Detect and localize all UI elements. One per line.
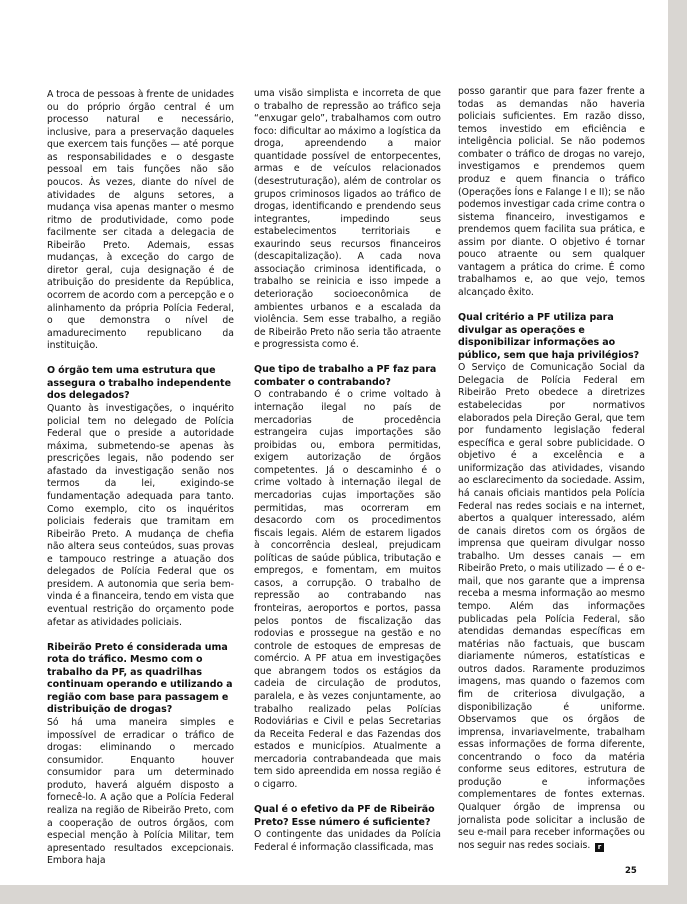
paragraph: Quanto às investigações, o inquérito policial tem no delegado de Polícia Federal que o preside a autoridade máxima, submetendo-se apenas às prescrições legais, não podendo ser afastado da investigação senão nos termos da lei, exigindo-se fundamentação adequada para tanto. Como exemplo, cito os inquéritos policiais federais que tramitam em Ribeirão Preto. A mudança de chefia não altera seus conteúdos, suas provas e tampouco restringe a atuação dos delegados de Polícia Federal que os presidem. A autonomia que seria bem-vinda é a financeira, tendo em vista que eventual restrição do orçamento pode afetar as atividades policiais. <box>47 403 234 628</box>
interview-question: O órgão tem uma estrutura que assegura o trabalho independente dos delegados? <box>47 365 232 402</box>
paragraph: Só há uma maneira simples e impossível de erradicar o tráfico de drogas: eliminando o mercado consumidor. Enquanto houver consumidor para um determinado produto, haverá alguém disposto a fornecê-lo. A ação que a Polícia Federal realiza na região de Ribeirão Preto, com a cooperação de outros órgãos, com especial menção à Polícia Militar, tem apresentado resultados excepcionais. Embora haja <box>47 717 234 867</box>
paragraph: O contrabando é o crime voltado à internação ilegal no país de mercadorias de procedência estrangeira cujas importações são proibidas ou, embora permitidas, exigem autorização de órgãos competentes. Já o descaminho é o crime voltado à internação ilegal de mercadorias cujas importações são permitidas, mas ocorreram em desacordo com os procedimentos fiscais legais. Além de estarem ligados à concorrência desleal, prejudicam políticas de saúde pública, tributação e empregos, e fomentam, em muitos casos, a corrupção. O trabalho de repressão ao contrabando nas fronteiras, aeroportos e portos, passa pelos pontos de fiscalização das rodovias e prossegue na gestão e no controle de estoques de empresas de comércio. A PF atua em investigações que abrangem todos os estágios da cadeia de circulação de produtos, paralela, e às vezes conjuntamente, ao trabalho realizado pelas Polícias Rodoviárias e Civil e pelas Secretarias da Receita Federal e das Fazendas dos estados e municípios. Atualmente a mercadoria contrabandeada que mais tem sido apreendida em nossa região é o cigarro. <box>254 389 441 790</box>
interview-question: Qual critério a PF utiliza para divulgar as operações e disponibilizar informações ao público, sem que haja privilégios? <box>458 312 640 361</box>
paragraph: A troca de pessoas à frente de unidades ou do próprio órgão central é um processo natural e necessário, inclusive, para a preservação daqueles que exercem tais funções — até porque as responsabilidades e o desgaste pessoal em tais funções não são poucos. Às vezes, diante do nível de atividades de alguns setores, a mudança visa apenas manter o mesmo ritmo de produtividade, como pode facilmente ser citada a delegacia de Ribeirão Preto. Ademais, essas mudanças, à exceção do cargo de diretor geral, cuja designação é de atribuição do presidente da República, ocorrem de acordo com a percepção e o alinhamento da própria Polícia Federal, o que demonstra o nível de amadurecimento republicano da instituição. <box>47 89 234 352</box>
interview-question: Ribeirão Preto é considerada uma rota do tráfico. Mesmo com o trabalho da PF, as quadrilhas continuam operando e utilizando a região com base para passagem e distribuição de drogas? <box>47 641 233 716</box>
paragraph-final <box>458 362 645 852</box>
paragraph: O contingente das unidades da Polícia Federal é informação classificada, mas <box>254 829 441 853</box>
end-of-article-icon: r <box>595 843 604 852</box>
paragraph-text: O Serviço de Comunicação Social da Delegacia de Polícia Federal em Ribeirão Preto obedece a diretrizes estabelecidas por normativos elaborados pela Direção Geral, que tem por fundamento legislação federal específica e geral sobre publicidade. O objetivo é a excelência e a uniformização das atividades, visando ao esclarecimento da sociedade. Assim, há canais oficiais mantidos pela Polícia Federal nas redes sociais e na internet, abertos a qualquer interessado, além de canais diretos com os órgãos de imprensa que queiram divulgar nosso trabalho. Um desses canais — em Ribeirão Preto, o mais utilizado — é o e-mail, que nos garante que a imprensa receba a mesma informação ao mesmo tempo. Além das informações publicadas pela Polícia Federal, são atendidas demandas específicas em matérias não factuais, que buscam diariamente números, estatísticas e outros dados. Raramente produzimos imagens, mas quando o fazemos com fim de criteriosa divulgação, a disponibilização é uniforme. Observamos que os órgãos de imprensa, invariavelmente, trabalham essas informações de forma diferente, concentrando o foco da matéria conforme seus editores, estrutura de produção e informações complementares de fontes externas. Qualquer órgão de imprensa ou jornalista pode solicitar a inclusão de seu e-mail para receber informações ou nos seguir nas redes sociais. <box>458 362 645 851</box>
paragraph: posso garantir que para fazer frente a todas as demandas não haveria policiais suficientes. Em razão disso, temos investido em eficiência e inteligência policial. Se não podemos combater o tráfico de drogas no varejo, investigamos e prendemos quem produz e quem financia o tráfico (Operações Íons e Falange I e II); se não podemos investigar cada crime contra o sistema financeiro, investigamos e prendemos quem facilita sua prática, e assim por diante. O objetivo é tornar pouco atraente ou sem qualquer vantagem a prática do crime. É como trabalhamos e, ao que vejo, temos alcançado êxito. <box>458 86 645 298</box>
text-column-3 <box>458 86 645 852</box>
page-number: 25 <box>625 866 637 876</box>
interview-question: Qual é o efetivo da PF de Ribeirão Preto? Esse número é suficiente? <box>254 803 435 828</box>
interview-question: Que tipo de trabalho a PF faz para combater o contrabando? <box>254 364 437 388</box>
text-column-1 <box>47 89 234 868</box>
text-column-2 <box>254 88 441 854</box>
paragraph: uma visão simplista e incorreta de que o trabalho de repressão ao tráfico seja “enxugar gelo”, trabalhamos com outro foco: dificultar ao máximo a logística da droga, apreendendo a maior quantidade possível de entorpecentes, armas e de veículos relacionados (desestruturação), além de controlar os grupos criminosos ligados ao tráfico de drogas, identificando e prendendo seus integrantes, impedindo seus estabelecimentos territoriais e exaurindo seus recursos financeiros (descapitalização). A cada nova associação criminosa identificada, o trabalho se reinicia e isso impede a deterioração socioeconômica de ambientes urbanos e a escalada da violência. Sem esse trabalho, a região de Ribeirão Preto não seria tão atraente e progressista como é. <box>254 88 441 351</box>
